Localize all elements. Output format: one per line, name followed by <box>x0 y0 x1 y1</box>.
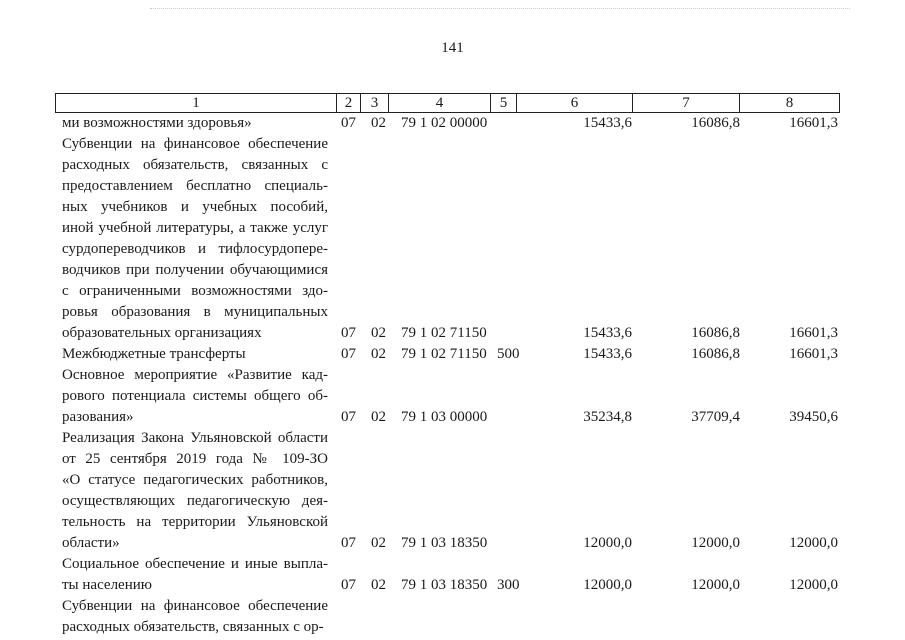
section-code: 07 <box>341 325 356 341</box>
description-line: рового потенциала системы общего об- <box>62 388 328 404</box>
table-row <box>0 554 905 596</box>
table-header <box>55 93 840 113</box>
section-code: 07 <box>341 535 356 551</box>
description-line: расходных обязательств, связанных с ор- <box>62 619 324 635</box>
row-description <box>62 428 328 554</box>
amount-year-2: 12000,0 <box>691 577 740 593</box>
row-description <box>62 554 328 596</box>
amount-year-1: 12000,0 <box>583 535 632 551</box>
table-row <box>0 365 905 428</box>
description-line: разования» <box>62 409 134 425</box>
section-code: 07 <box>341 115 356 131</box>
target-article-code: 79 1 03 18350 <box>401 535 488 551</box>
row-description <box>62 365 328 428</box>
description-line: Субвенции на финансовое обеспечение <box>62 136 328 152</box>
header-col-4: 4 <box>389 94 491 113</box>
description-line: области» <box>62 535 120 551</box>
section-code: 07 <box>341 577 356 593</box>
amount-year-3: 16601,3 <box>789 115 838 131</box>
amount-year-1: 15433,6 <box>583 325 632 341</box>
amount-year-3: 39450,6 <box>789 409 838 425</box>
description-line: Субвенции на финансовое обеспечение <box>62 598 328 614</box>
amount-year-1: 35234,8 <box>583 409 632 425</box>
description-line: Основное мероприятие «Развитие кад- <box>62 367 328 383</box>
description-line: «О статусе педагогических работников, <box>62 472 328 488</box>
row-description <box>62 113 328 134</box>
amount-year-1: 15433,6 <box>583 346 632 362</box>
header-col-1: 1 <box>56 94 337 113</box>
header-col-6: 6 <box>517 94 633 113</box>
subsection-code: 02 <box>371 325 386 341</box>
amount-year-1: 15433,6 <box>583 115 632 131</box>
page-number: 141 <box>441 40 464 56</box>
subsection-code: 02 <box>371 409 386 425</box>
amount-year-3: 12000,0 <box>789 577 838 593</box>
subsection-code: 02 <box>371 115 386 131</box>
amount-year-2: 16086,8 <box>691 115 740 131</box>
description-line: предоставлением бесплатно специаль- <box>62 178 328 194</box>
section-code: 07 <box>341 346 356 362</box>
description-line: ты населению <box>62 577 152 593</box>
expense-type-code: 300 <box>497 577 520 593</box>
scan-artifact-line <box>150 8 850 11</box>
amount-year-2: 16086,8 <box>691 325 740 341</box>
description-line: расходных обязательств, связанных с <box>62 157 328 173</box>
table-body <box>0 113 905 640</box>
description-line: Реализация Закона Ульяновской области <box>62 430 328 446</box>
description-line: Межбюджетные трансферты <box>62 346 246 362</box>
target-article-code: 79 1 02 00000 <box>401 115 488 131</box>
description-line: тельность на территории Ульяновской <box>62 514 328 530</box>
table-row <box>0 134 905 344</box>
header-col-3: 3 <box>361 94 389 113</box>
table-row <box>0 344 905 365</box>
description-line: Социальное обеспечение и иные выпла- <box>62 556 328 572</box>
description-line: с ограниченными возможностями здо- <box>62 283 328 299</box>
amount-year-3: 16601,3 <box>789 346 838 362</box>
header-col-7: 7 <box>633 94 740 113</box>
description-line: иной учебной литературы, а также услуг <box>62 220 328 236</box>
amount-year-2: 12000,0 <box>691 535 740 551</box>
amount-year-2: 16086,8 <box>691 346 740 362</box>
target-article-code: 79 1 02 71150 <box>401 325 487 341</box>
subsection-code: 02 <box>371 535 386 551</box>
header-col-8: 8 <box>740 94 840 113</box>
target-article-code: 79 1 03 00000 <box>401 409 488 425</box>
row-description <box>62 596 328 638</box>
row-description <box>62 344 328 365</box>
description-line: ровья образования в муниципальных <box>62 304 328 320</box>
table-row <box>0 428 905 554</box>
description-line: ных учебников и учебных пособий, <box>62 199 328 215</box>
amount-year-3: 12000,0 <box>789 535 838 551</box>
section-code: 07 <box>341 409 356 425</box>
target-article-code: 79 1 02 71150 <box>401 346 487 362</box>
expense-type-code: 500 <box>497 346 520 362</box>
amount-year-2: 37709,4 <box>691 409 740 425</box>
subsection-code: 02 <box>371 346 386 362</box>
description-line: сурдопереводчиков и тифлосурдопере- <box>62 241 328 257</box>
table-row <box>0 596 905 638</box>
description-line: водчиков при получении обучающимися <box>62 262 328 278</box>
description-line: ми возможностями здоровья» <box>62 115 252 131</box>
row-description <box>62 134 328 344</box>
header-col-5: 5 <box>491 94 517 113</box>
description-line: от 25 сентября 2019 года № 109-ЗО <box>62 451 328 467</box>
description-line: образовательных организациях <box>62 325 262 341</box>
subsection-code: 02 <box>371 577 386 593</box>
description-line: осуществляющих педагогическую дея- <box>62 493 328 509</box>
table-row <box>0 113 905 134</box>
header-col-2: 2 <box>337 94 361 113</box>
amount-year-1: 12000,0 <box>583 577 632 593</box>
amount-year-3: 16601,3 <box>789 325 838 341</box>
target-article-code: 79 1 03 18350 <box>401 577 488 593</box>
